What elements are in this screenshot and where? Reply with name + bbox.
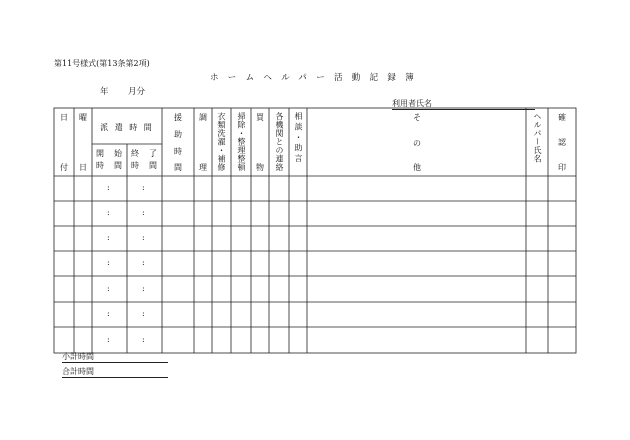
header-start-4: 間 bbox=[114, 161, 122, 170]
header-assist-4: 間 bbox=[174, 163, 182, 172]
header-start-3: 時 bbox=[96, 161, 104, 170]
header-day-bottom: 付 bbox=[60, 163, 68, 172]
header-other-3: 他 bbox=[413, 163, 421, 172]
header-other-1: そ bbox=[413, 113, 421, 122]
header-liaison: 各機関との連絡 bbox=[275, 112, 284, 172]
header-confirm-1: 確 bbox=[558, 113, 566, 122]
header-assist-3: 時 bbox=[174, 147, 182, 156]
row-6-start-colon[interactable]: : bbox=[107, 309, 110, 318]
header-consult: 相談・助言 bbox=[294, 112, 303, 165]
user-name-label: 利用者氏名 bbox=[392, 99, 432, 108]
subtotal-field[interactable] bbox=[62, 352, 168, 363]
row-5-start-colon[interactable]: : bbox=[107, 284, 110, 293]
header-weekday-top: 曜 bbox=[79, 113, 87, 122]
row-3-end-colon[interactable]: : bbox=[142, 233, 145, 242]
row-7-start-colon[interactable]: : bbox=[107, 335, 110, 344]
year-label: 年 bbox=[100, 87, 109, 97]
row-2-end-colon[interactable]: : bbox=[142, 208, 145, 217]
row-5-end-colon[interactable]: : bbox=[142, 284, 145, 293]
header-confirm-2: 認 bbox=[558, 138, 566, 147]
header-end-1: 終 bbox=[131, 149, 139, 158]
header-cooking-bottom: 理 bbox=[199, 163, 207, 172]
header-shopping-top: 買 bbox=[256, 113, 264, 122]
header-end-3: 時 bbox=[131, 161, 139, 170]
header-confirm-3: 印 bbox=[558, 163, 566, 172]
row-2-start-colon[interactable]: : bbox=[107, 208, 110, 217]
header-end-2: 了 bbox=[149, 149, 157, 158]
total-label: 合計時間 bbox=[62, 367, 94, 376]
header-other-2: の bbox=[413, 139, 421, 148]
header-dispatch-time: 派 遣 時 間 bbox=[100, 123, 154, 132]
row-1-start-colon[interactable]: : bbox=[107, 183, 110, 192]
header-shopping-bottom: 物 bbox=[256, 163, 264, 172]
header-helper-name: ヘルパー氏名 bbox=[533, 112, 542, 163]
row-1-end-colon[interactable]: : bbox=[142, 183, 145, 192]
row-4-end-colon[interactable]: : bbox=[142, 258, 145, 267]
row-6-end-colon[interactable]: : bbox=[142, 309, 145, 318]
row-7-end-colon[interactable]: : bbox=[142, 335, 145, 344]
header-assist-1: 援 bbox=[174, 113, 182, 122]
header-day-top: 日 bbox=[60, 113, 68, 122]
month-label: 月分 bbox=[128, 87, 146, 97]
form-title: ホームヘルパー活動記録簿 bbox=[210, 73, 424, 83]
row-3-start-colon[interactable]: : bbox=[107, 233, 110, 242]
header-weekday-bottom: 日 bbox=[79, 163, 87, 172]
header-end-4: 間 bbox=[149, 161, 157, 170]
header-laundry: 衣類洗濯・補修 bbox=[217, 112, 226, 172]
header-cooking-top: 調 bbox=[199, 113, 207, 122]
header-assist-2: 助 bbox=[174, 130, 182, 139]
header-start-2: 始 bbox=[114, 149, 122, 158]
subtotal-label: 小計時間 bbox=[62, 352, 94, 361]
total-field[interactable] bbox=[62, 367, 168, 378]
form-number: 第11号様式(第13条第2項) bbox=[54, 59, 150, 68]
header-cleaning: 掃除・整理整頓 bbox=[237, 112, 246, 172]
header-start-1: 開 bbox=[96, 149, 104, 158]
row-4-start-colon[interactable]: : bbox=[107, 258, 110, 267]
